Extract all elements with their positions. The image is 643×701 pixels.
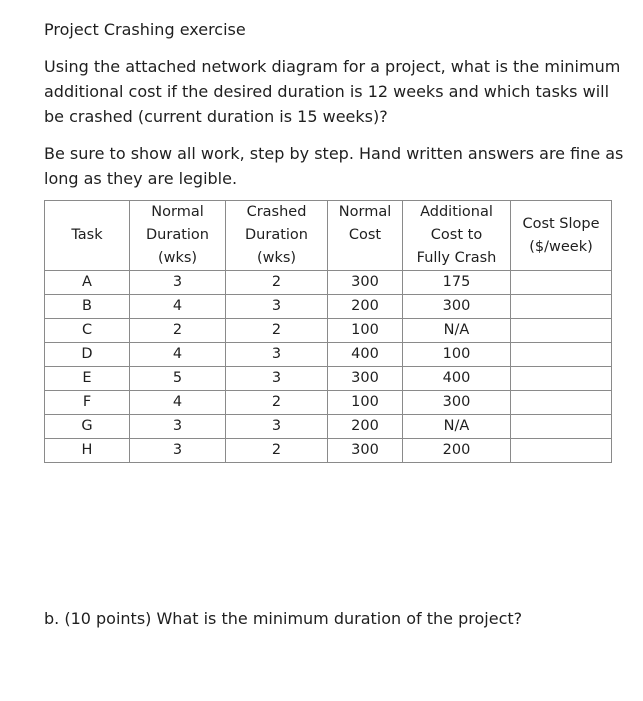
table-row (45, 367, 612, 391)
header-task: Task (45, 201, 130, 271)
cell-task: G (45, 415, 130, 439)
cell-crashed-duration: 3 (226, 367, 328, 391)
cell-crashed-duration: 2 (226, 271, 328, 295)
cell-additional-cost: N/A (403, 415, 511, 439)
cell-additional-cost: 300 (403, 391, 511, 415)
cell-normal-cost: 300 (328, 439, 403, 463)
header-crashed-duration: Crashed Duration (wks) (226, 201, 328, 271)
cell-cost-slope (511, 367, 612, 391)
cell-normal-duration: 4 (130, 295, 226, 319)
table-row (45, 391, 612, 415)
instructions-line-2: long as they are legible. (44, 169, 238, 188)
question-line-3: be crashed (current duration is 15 weeks)? (44, 107, 388, 126)
cell-cost-slope (511, 415, 612, 439)
cell-additional-cost: 400 (403, 367, 511, 391)
header-normal-duration: Normal Duration (wks) (130, 201, 226, 271)
cell-cost-slope (511, 319, 612, 343)
cell-crashed-duration: 2 (226, 439, 328, 463)
table-row (45, 439, 612, 463)
header-additional-cost: Additional Cost to Fully Crash (403, 201, 511, 271)
table-row (45, 319, 612, 343)
part-b-question: b. (10 points) What is the minimum duration of the project? (44, 609, 523, 628)
cell-task: B (45, 295, 130, 319)
cell-crashed-duration: 3 (226, 415, 328, 439)
cell-normal-cost: 400 (328, 343, 403, 367)
cell-task: A (45, 271, 130, 295)
cell-additional-cost: 100 (403, 343, 511, 367)
cell-crashed-duration: 2 (226, 319, 328, 343)
cell-crashed-duration: 3 (226, 295, 328, 319)
question-line-1: Using the attached network diagram for a project, what is the minimum (44, 57, 621, 76)
cell-normal-duration: 5 (130, 367, 226, 391)
cell-cost-slope (511, 439, 612, 463)
cell-normal-cost: 100 (328, 319, 403, 343)
cell-normal-duration: 3 (130, 271, 226, 295)
cell-task: F (45, 391, 130, 415)
crashing-data-table (44, 200, 612, 463)
instructions-line-1: Be sure to show all work, step by step. Hand written answers are fine as (44, 144, 624, 163)
question-line-2: additional cost if the desired duration is 12 weeks and which tasks will (44, 82, 610, 101)
table-row (45, 295, 612, 319)
cell-cost-slope (511, 343, 612, 367)
cell-task: C (45, 319, 130, 343)
cell-additional-cost: 300 (403, 295, 511, 319)
table-row (45, 415, 612, 439)
document-title: Project Crashing exercise (44, 20, 246, 39)
cell-task: D (45, 343, 130, 367)
cell-normal-duration: 4 (130, 391, 226, 415)
cell-normal-cost: 300 (328, 367, 403, 391)
cell-task: H (45, 439, 130, 463)
cell-normal-duration: 3 (130, 415, 226, 439)
cell-additional-cost: N/A (403, 319, 511, 343)
table-header-row (45, 201, 612, 271)
cell-cost-slope (511, 295, 612, 319)
cell-normal-cost: 100 (328, 391, 403, 415)
cell-normal-duration: 3 (130, 439, 226, 463)
cell-normal-duration: 4 (130, 343, 226, 367)
header-cost-slope: Cost Slope ($/week) (511, 201, 612, 271)
cell-crashed-duration: 2 (226, 391, 328, 415)
cell-cost-slope (511, 271, 612, 295)
table-row (45, 271, 612, 295)
cell-normal-duration: 2 (130, 319, 226, 343)
cell-normal-cost: 200 (328, 415, 403, 439)
cell-additional-cost: 175 (403, 271, 511, 295)
cell-crashed-duration: 3 (226, 343, 328, 367)
table-row (45, 343, 612, 367)
cell-task: E (45, 367, 130, 391)
cell-additional-cost: 200 (403, 439, 511, 463)
cell-normal-cost: 200 (328, 295, 403, 319)
cell-normal-cost: 300 (328, 271, 403, 295)
header-normal-cost: Normal Cost (328, 201, 403, 271)
cell-cost-slope (511, 391, 612, 415)
